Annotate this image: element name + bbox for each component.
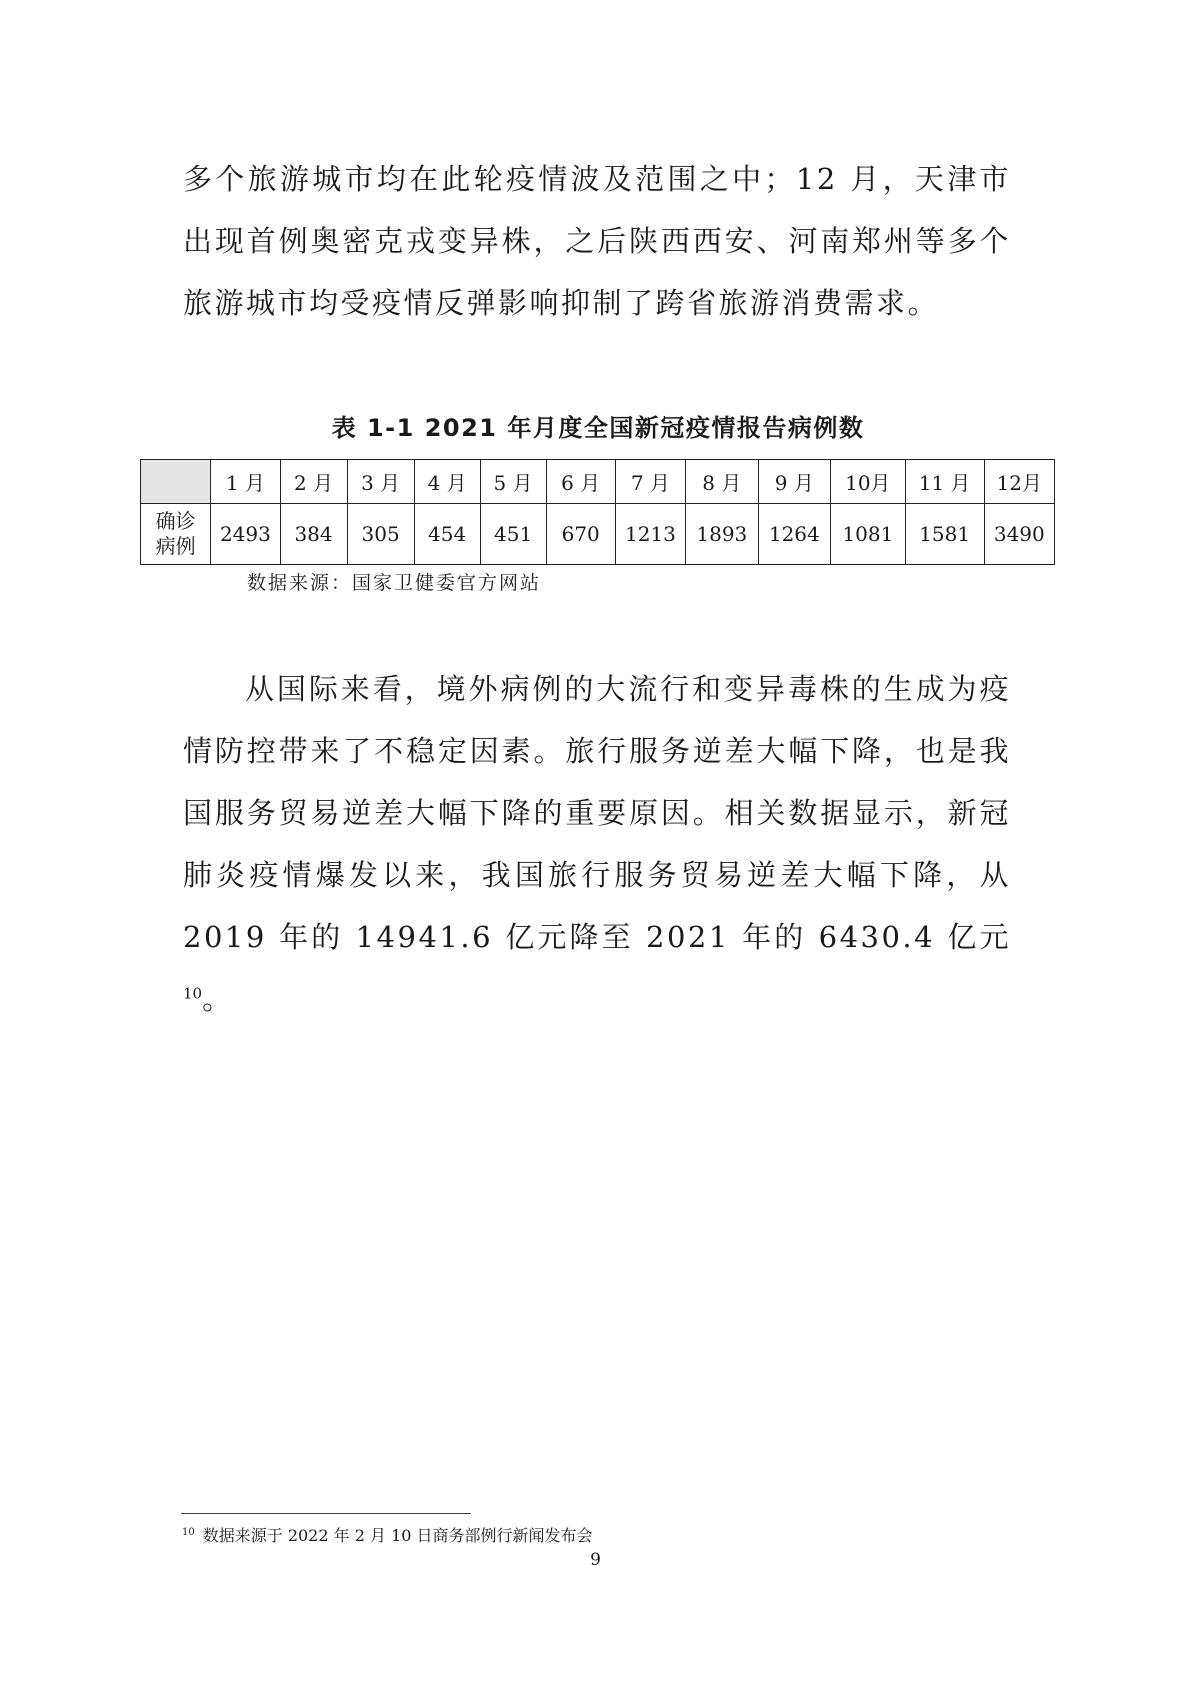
footnote-text: 数据来源于 2022 年 2 月 10 日商务部例行新闻发布会 — [202, 1526, 593, 1545]
row-label-cell — [141, 504, 211, 565]
month-header-cell: 9 月 — [758, 460, 830, 504]
footnote — [182, 1523, 593, 1546]
month-header-cell: 12月 — [984, 460, 1054, 504]
month-header-cell: 8 月 — [686, 460, 758, 504]
body-paragraph-2-end: 。 — [202, 982, 234, 1016]
case-count-cell: 451 — [480, 504, 546, 565]
case-count-cell: 1893 — [686, 504, 758, 565]
case-count-cell: 384 — [280, 504, 347, 565]
month-header-cell: 7 月 — [615, 460, 685, 504]
table-source-note: 数据来源：国家卫健委官方网站 — [247, 572, 542, 594]
case-count-cell: 3490 — [984, 504, 1054, 565]
table-header-row — [141, 460, 1055, 504]
row-label-line-2: 病例 — [155, 534, 196, 558]
case-count-cell: 1581 — [905, 504, 984, 565]
row-label-line-1: 确诊 — [155, 509, 196, 533]
case-count-cell: 454 — [414, 504, 480, 565]
month-header-cell: 11 月 — [905, 460, 984, 504]
month-header-cell: 3 月 — [347, 460, 414, 504]
case-count-cell: 1264 — [758, 504, 830, 565]
month-header-cell: 4 月 — [414, 460, 480, 504]
body-paragraph-1: 多个旅游城市均在此轮疫情波及范围之中；12 月，天津市出现首例奥密克戎变异株，之后陕西西安、河南郑州等多个旅游城市均受疫情反弹影响抑制了跨省旅游消费需求。 — [183, 162, 1011, 320]
monthly-cases-table — [140, 459, 1055, 565]
footnote-divider — [181, 1513, 471, 1514]
footnote-number: 10 — [182, 1526, 195, 1538]
case-count-cell: 670 — [546, 504, 615, 565]
case-count-cell: 2493 — [211, 504, 280, 565]
page-number: 9 — [590, 1550, 601, 1570]
case-count-cell: 1213 — [615, 504, 685, 565]
month-header-cell: 2 月 — [280, 460, 347, 504]
month-header-cell: 6 月 — [546, 460, 615, 504]
footnote-reference[interactable]: 10 — [183, 984, 203, 1003]
table-row-confirmed-cases — [141, 504, 1055, 565]
table-corner-cell — [141, 460, 211, 504]
case-count-cell: 1081 — [831, 504, 906, 565]
body-paragraph-2 — [183, 658, 1011, 1030]
body-paragraph-2-text: 从国际来看，境外病例的大流行和变异毒株的生成为疫情防控带来了不稳定因素。旅行服务逆差大幅下降，也是我国服务贸易逆差大幅下降的重要原因。相关数据显示，新冠肺炎疫情爆发以来，我国旅行服务贸易逆差大幅下降，从 2019 年的 14941.6 亿元降至 2021 年的 6430.4 亿元 — [183, 672, 1011, 954]
month-header-cell: 1 月 — [211, 460, 280, 504]
month-header-cell: 10月 — [831, 460, 906, 504]
case-count-cell: 305 — [347, 504, 414, 565]
table-caption: 表 1-1 2021 年月度全国新冠疫情报告病例数 — [331, 414, 865, 442]
month-header-cell: 5 月 — [480, 460, 546, 504]
